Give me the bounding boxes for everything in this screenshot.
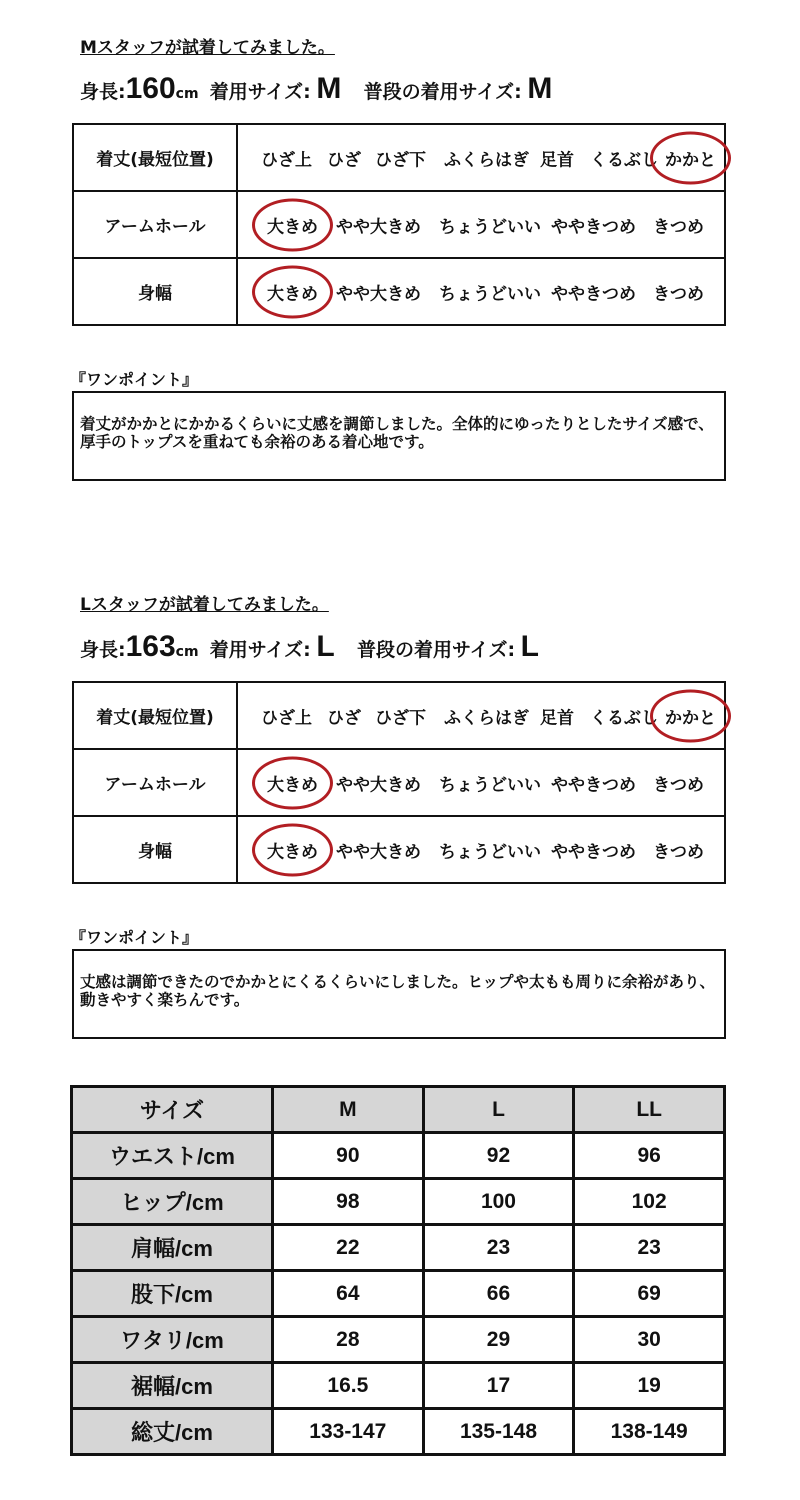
fit-option-selected: 大きめ xyxy=(267,212,318,237)
fit-row-options xyxy=(237,749,725,816)
staff-m-title: Mスタッフが試着してみました。 xyxy=(80,38,335,58)
fit-row xyxy=(73,749,725,816)
size-table-row-label: 股下/cm xyxy=(72,1271,273,1317)
fit-option: ちょうどいい xyxy=(439,217,541,237)
fit-option: ひざ下 xyxy=(375,150,426,170)
size-table-cell: 92 xyxy=(423,1133,574,1179)
fit-option: ふくらはぎ xyxy=(444,150,529,170)
fit-option: きつめ xyxy=(653,842,704,862)
fit-options-scale xyxy=(239,193,723,256)
size-table-row xyxy=(72,1363,725,1409)
size-table-cell: 22 xyxy=(273,1225,424,1271)
fit-option: ひざ上 xyxy=(261,150,312,170)
fit-option: 足首 xyxy=(540,150,574,170)
fit-option: ひざ下 xyxy=(375,708,426,728)
fit-option: ふくらはぎ xyxy=(444,708,529,728)
size-table-row-label: ウエスト/cm xyxy=(72,1133,273,1179)
size-table-cell: 17 xyxy=(423,1363,574,1409)
fit-option: ひざ上 xyxy=(261,708,312,728)
height-value: 160 xyxy=(125,72,176,105)
fit-option-selected: かかと xyxy=(665,703,716,728)
size-table-cell: 98 xyxy=(273,1179,424,1225)
size-table-cell: 100 xyxy=(423,1179,574,1225)
size-table-cell: 66 xyxy=(423,1271,574,1317)
fit-option: ややきつめ xyxy=(551,217,636,237)
staff-m-onepoint-box xyxy=(72,391,726,481)
fit-option: くるぶし xyxy=(590,150,658,170)
size-table-header-cell: M xyxy=(273,1087,424,1133)
fit-row-options xyxy=(237,816,725,883)
fit-option: ややきつめ xyxy=(551,284,636,304)
staff-l-title: Lスタッフが試着してみました。 xyxy=(80,595,329,615)
fit-row-label: アームホール xyxy=(73,749,237,816)
height-label: 身長: xyxy=(80,639,126,661)
wear-size-value: L xyxy=(316,630,335,663)
fit-row-label: 着丈(最短位置) xyxy=(73,124,237,191)
staff-l-stats xyxy=(80,630,539,664)
fit-option: ややきつめ xyxy=(551,775,636,795)
fit-option: ちょうどいい xyxy=(439,775,541,795)
fit-row-options xyxy=(237,258,725,325)
size-table-cell: 64 xyxy=(273,1271,424,1317)
height-unit: cm xyxy=(175,86,199,102)
fit-option-selected: 大きめ xyxy=(267,837,318,862)
size-table-row-label: 裾幅/cm xyxy=(72,1363,273,1409)
size-table-row xyxy=(72,1271,725,1317)
fit-option: きつめ xyxy=(653,217,704,237)
fit-row-options xyxy=(237,682,725,749)
fit-options-scale xyxy=(239,684,723,747)
usual-size-label: 普段の着用サイズ: xyxy=(363,81,522,103)
size-table-row xyxy=(72,1409,725,1455)
fit-row-options xyxy=(237,191,725,258)
staff-l-onepoint-box xyxy=(72,949,726,1039)
size-table xyxy=(70,1085,726,1456)
fit-option: きつめ xyxy=(653,775,704,795)
fit-option: やや大きめ xyxy=(336,842,421,862)
size-table-header xyxy=(72,1087,725,1133)
size-table-cell: 133-147 xyxy=(273,1409,424,1455)
fit-option: やや大きめ xyxy=(336,775,421,795)
size-table-body xyxy=(72,1087,725,1455)
fit-row-label: 身幅 xyxy=(73,258,237,325)
size-table-cell: 102 xyxy=(574,1179,725,1225)
size-table-cell: 135-148 xyxy=(423,1409,574,1455)
fit-option: ややきつめ xyxy=(551,842,636,862)
fit-row-label: 身幅 xyxy=(73,816,237,883)
size-table-header-cell: L xyxy=(423,1087,574,1133)
staff-m-fit-table xyxy=(72,123,726,326)
wear-size-label: 着用サイズ: xyxy=(209,639,311,661)
usual-size-label: 普段の着用サイズ: xyxy=(356,639,516,661)
staff-l-onepoint-heading: 『ワンポイント』 xyxy=(70,928,199,947)
size-table-row xyxy=(72,1225,725,1271)
fit-options-scale xyxy=(239,126,723,189)
size-table-row xyxy=(72,1133,725,1179)
size-table-cell: 30 xyxy=(574,1317,725,1363)
size-table-header-cell: LL xyxy=(574,1087,725,1133)
size-table-cell: 23 xyxy=(574,1225,725,1271)
size-table-row xyxy=(72,1179,725,1225)
fit-option: 足首 xyxy=(540,708,574,728)
fit-option-selected: 大きめ xyxy=(267,279,318,304)
usual-size-value: M xyxy=(527,72,553,105)
size-table-row-label: ヒップ/cm xyxy=(72,1179,273,1225)
fit-row xyxy=(73,682,725,749)
fit-row-label: アームホール xyxy=(73,191,237,258)
size-table-cell: 23 xyxy=(423,1225,574,1271)
staff-m-onepoint-text: 着丈がかかとにかかるくらいに丈感を調節しました。全体的にゆったりとしたサイズ感で、厚手のトップスを重ねても余裕のある着心地です。 xyxy=(80,415,714,451)
wear-size-value: M xyxy=(316,72,342,105)
height-value: 163 xyxy=(125,630,176,663)
fit-row xyxy=(73,816,725,883)
staff-l-fit-table xyxy=(72,681,726,884)
fit-row xyxy=(73,124,725,191)
staff-m-onepoint-heading: 『ワンポイント』 xyxy=(70,370,199,389)
fit-row xyxy=(73,191,725,258)
size-table-row xyxy=(72,1317,725,1363)
fit-option: くるぶし xyxy=(590,708,658,728)
usual-size-value: L xyxy=(520,630,539,663)
fit-option: ひざ xyxy=(327,708,361,728)
fit-row-options xyxy=(237,124,725,191)
fit-option: ひざ xyxy=(327,150,361,170)
fit-option: やや大きめ xyxy=(336,217,421,237)
height-label: 身長: xyxy=(80,81,126,103)
fit-option: ちょうどいい xyxy=(439,284,541,304)
size-table-row-label: 肩幅/cm xyxy=(72,1225,273,1271)
fit-option-selected: 大きめ xyxy=(267,770,318,795)
fit-option-selected: かかと xyxy=(665,145,716,170)
fit-option: やや大きめ xyxy=(336,284,421,304)
wear-size-label: 着用サイズ: xyxy=(209,81,311,103)
fit-options-scale xyxy=(239,751,723,814)
size-table-cell: 28 xyxy=(273,1317,424,1363)
fit-option: きつめ xyxy=(653,284,704,304)
fit-options-scale xyxy=(239,260,723,323)
size-table-cell: 138-149 xyxy=(574,1409,725,1455)
fit-options-scale xyxy=(239,818,723,881)
size-table-cell: 96 xyxy=(574,1133,725,1179)
fit-row xyxy=(73,258,725,325)
staff-l-onepoint-text: 丈感は調節できたのでかかとにくるくらいにしました。ヒップや太もも周りに余裕があり、動きやすく楽ちんです。 xyxy=(80,973,716,1009)
size-table-cell: 29 xyxy=(423,1317,574,1363)
size-table-cell: 69 xyxy=(574,1271,725,1317)
fit-row-label: 着丈(最短位置) xyxy=(73,682,237,749)
height-unit: cm xyxy=(175,644,199,660)
size-table-header-cell: サイズ xyxy=(72,1087,273,1133)
fit-option: ちょうどいい xyxy=(439,842,541,862)
size-table-cell: 19 xyxy=(574,1363,725,1409)
size-table-row-label: 総丈/cm xyxy=(72,1409,273,1455)
size-table-cell: 90 xyxy=(273,1133,424,1179)
size-table-row-label: ワタリ/cm xyxy=(72,1317,273,1363)
staff-m-stats xyxy=(80,72,552,106)
size-table-cell: 16.5 xyxy=(273,1363,424,1409)
